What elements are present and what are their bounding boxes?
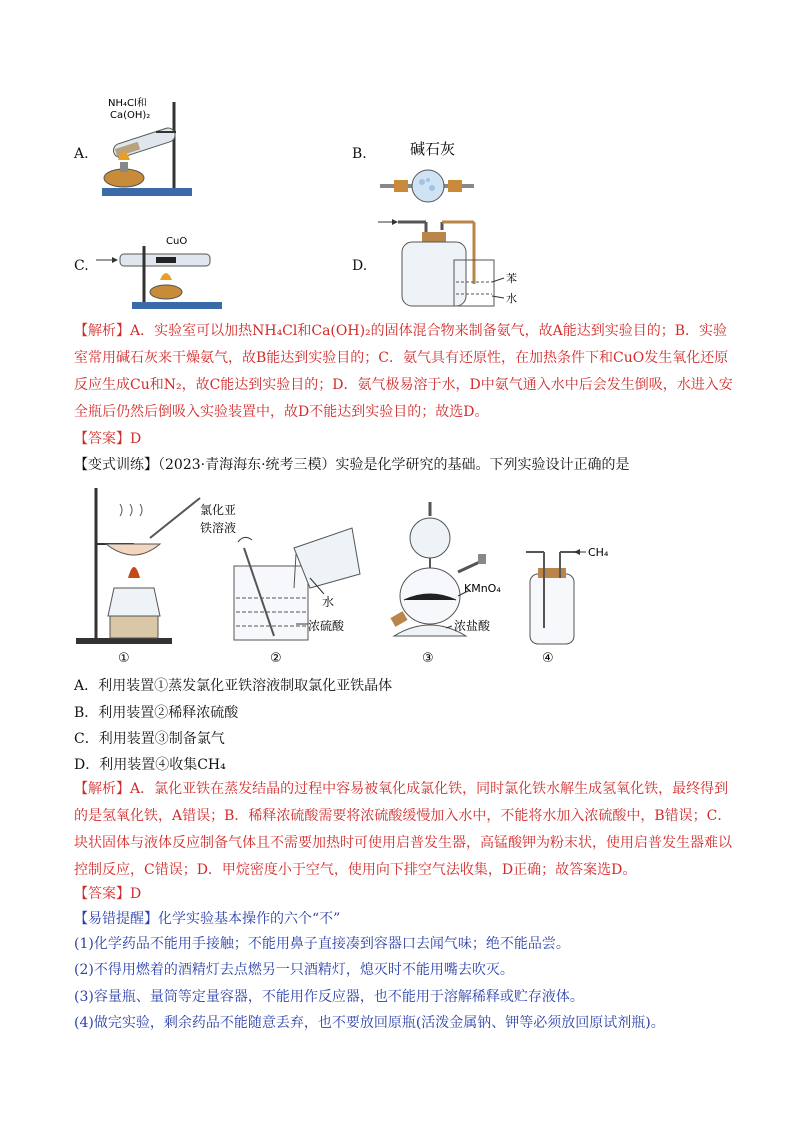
label-nh4cl: NH₄Cl和 (108, 98, 147, 109)
option-b-letter: B. (352, 146, 367, 162)
q1-answer: 【答案】D (74, 431, 142, 447)
apparatus-b-drying-tube (378, 138, 478, 208)
d2-acid: 浓硫酸 (308, 619, 345, 633)
q2-option-d: D．利用装置④收集CH₄ (74, 757, 226, 773)
d1-number: ① (118, 651, 130, 666)
tip-item-3: (3)容量瓶、量筒等定量容器，不能用作反应器，也不能用于溶解稀释或贮存液体。 (74, 989, 584, 1005)
tip-item-4: (4)做完实验，剩余药品不能随意丢弃，也不要放回原瓶(活泼金属钠、钾等必须放回原试剂瓶)。 (74, 1015, 665, 1031)
tip-title: 【易错提醒】化学实验基本操作的六个“不” (74, 911, 341, 927)
device-4-collection (526, 546, 609, 666)
q2-option-b: B．利用装置②稀释浓硫酸 (74, 705, 239, 721)
device-2-dilution (234, 528, 360, 666)
label-water: 水 (506, 292, 517, 305)
q2-apparatus-figure (74, 478, 634, 668)
apparatus-c-cuo-tube (96, 232, 226, 312)
apparatus-a-heating-tube (96, 92, 216, 210)
label-caoh2: Ca(OH)₂ (110, 110, 151, 121)
option-a-letter: A. (74, 146, 89, 162)
option-d-letter: D. (352, 258, 368, 274)
option-c-letter: C. (74, 258, 89, 274)
device-3-kipp (390, 502, 501, 666)
d4-number: ④ (542, 651, 554, 666)
d3-acid: 浓盐酸 (454, 619, 491, 633)
d4-gas: CH₄ (588, 546, 609, 559)
tip-item-2: (2)不得用燃着的酒精灯去点燃另一只酒精灯，熄灭时不能用嘴去吹灭。 (74, 962, 514, 978)
device-1-evaporation (76, 488, 236, 666)
d2-water: 水 (322, 595, 335, 609)
q2-answer: 【答案】D (74, 886, 142, 902)
d2-number: ② (270, 651, 282, 666)
q2-analysis: 【解析】A．氯化亚铁在蒸发结晶的过程中容易被氧化成氯化铁，同时氯化铁水解生成氢氧化铁，最终得到的是氢氧化铁，A错误；B．稀释浓硫酸需要将浓硫酸缓慢加入水中，不能将水加入浓硫酸中，B错误；C．块状固体与液体反应制备气体且不需要加热时可使用启普发生器，高锰酸钾为粉末状，使用启普发生器难以控制反应，C错误；D．甲烷密度小于空气，使用向下排空气法收集，D正确；故答案选D。 (74, 781, 732, 878)
d3-reagent: KMnO₄ (464, 582, 501, 595)
label-benzene: 苯 (506, 272, 517, 285)
q2-option-a: A．利用装置①蒸发氯化亚铁溶液制取氯化亚铁晶体 (74, 678, 393, 694)
tip-item-1: (1)化学药品不能用手接触；不能用鼻子直接凑到容器口去闻气味；绝不能品尝。 (74, 936, 570, 952)
apparatus-d-safety-bottle (376, 210, 526, 310)
label-cuo: CuO (166, 236, 188, 247)
q2-stem: 【变式训练】（2023·青海海东·统考三模）实验是化学研究的基础。下列实验设计正确的是 (74, 457, 630, 473)
label-soda-lime: 碱石灰 (410, 140, 456, 158)
d3-number: ③ (422, 651, 434, 666)
d1-label-l2: 铁溶液 (200, 521, 237, 535)
d1-label-l1: 氯化亚 (200, 503, 237, 517)
q2-option-c: C．利用装置③制备氯气 (74, 731, 225, 747)
q1-analysis: 【解析】A．实验室可以加热NH₄Cl和Ca(OH)₂的固体混合物来制备氨气，故A能达到实验目的；B．实验室常用碱石灰来干燥氨气，故B能达到实验目的；C．氨气具有还原性，在加热条件下和CuO发生氧化还原反应生成Cu和N₂，故C能达到实验目的；D．氨气极易溶于水，D中氨气通入水中后会发生倒吸，水进入安全瓶后仍然后倒吸入实验装置中，故D不能达到实验目的；故选D。 (74, 323, 733, 420)
